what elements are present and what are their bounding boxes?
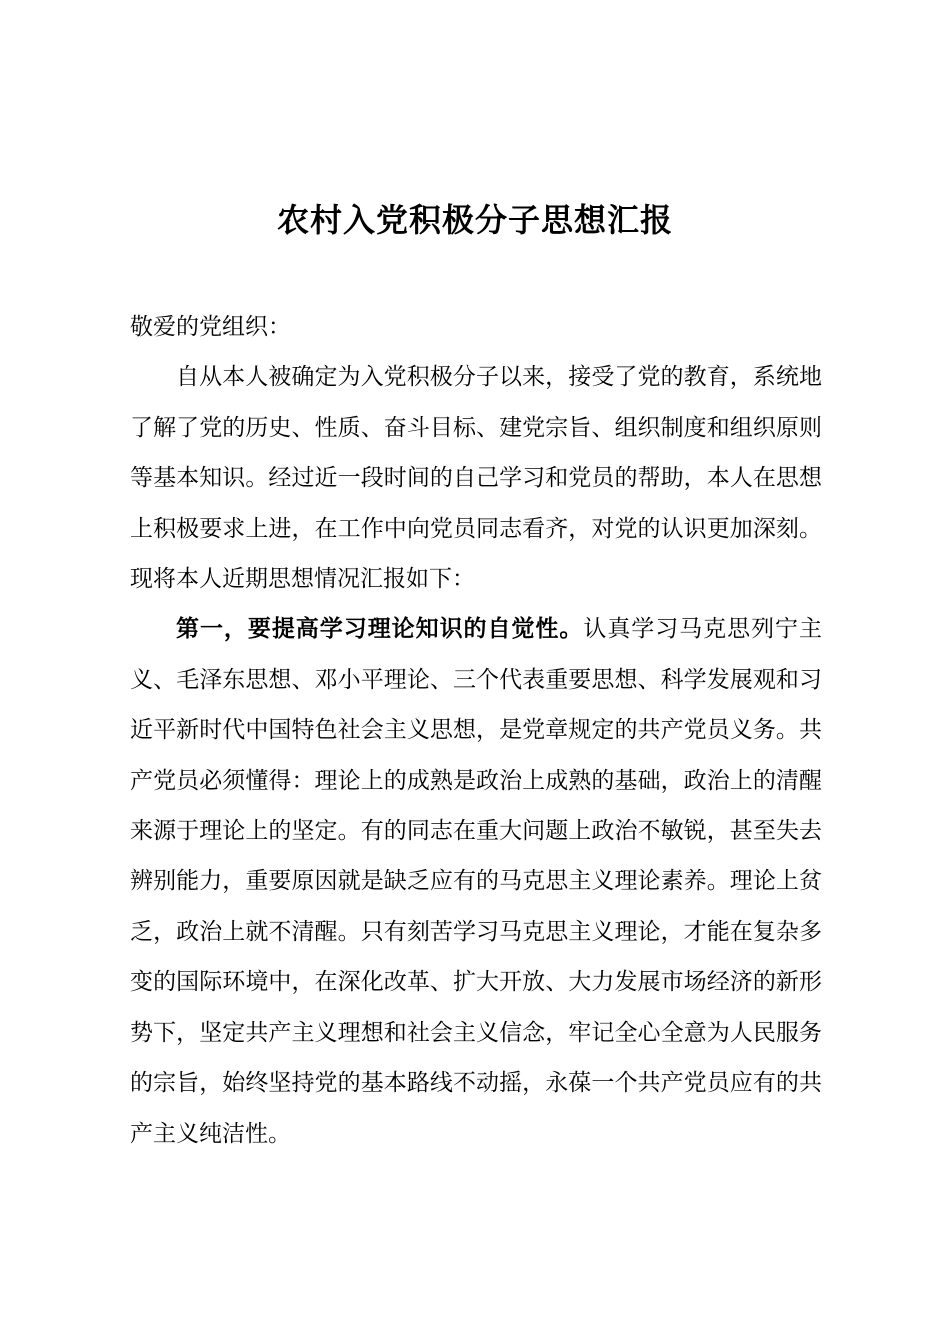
paragraph-first-point-heading: 第一，要提高学习理论知识的自觉性。 (176, 615, 584, 643)
paragraph-intro: 自从本人被确定为入党积极分子以来，接受了党的教育，系统地了解了党的历史、性质、奋斗目标、建党宗旨、组织制度和组织原则等基本知识。经过近一段时间的自己学习和党员的帮助，本人在思想上积极要求上进，在工作中向党员同志看齐，对党的认识更加深刻。现将本人近期思想情况汇报如下： (130, 364, 822, 593)
salutation: 敬爱的党组织： (130, 314, 291, 340)
paragraph-first-point (130, 604, 822, 1158)
paragraph-first-point-body: 认真学习马克思列宁主义、毛泽东思想、邓小平理论、三个代表重要思想、科学发展观和习近平新时代中国特色社会主义思想，是党章规定的共产党员义务。共产党员必须懂得：理论上的成熟是政治上成熟的基础，政治上的清醒来源于理论上的坚定。有的同志在重大问题上政治不敏锐，甚至失去辨别能力，重要原因就是缺乏应有的马克思主义理论素养。理论上贫乏，政治上就不清醒。只有刻苦学习马克思主义理论，才能在复杂多变的国际环境中，在深化改革、扩大开放、大力发展市场经济的新形势下，坚定共产主义理想和社会主义信念，牢记全心全意为人民服务的宗旨，始终坚持党的基本路线不动摇，永葆一个共产党员应有的共产主义纯洁性。 (130, 616, 823, 1147)
document-body (130, 302, 822, 1159)
document-title: 农村入党积极分子思想汇报 (276, 201, 673, 239)
